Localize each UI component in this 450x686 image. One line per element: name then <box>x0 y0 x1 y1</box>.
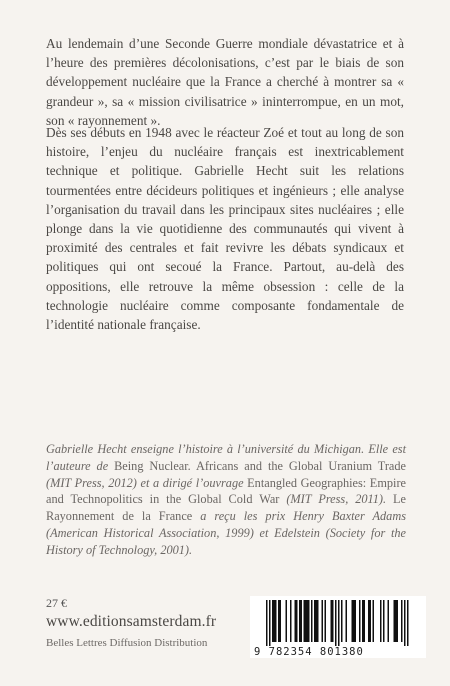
barcode-bar <box>311 600 313 642</box>
barcode-bar <box>278 600 280 642</box>
bio-book-title-3: Le Rayonnement de la France <box>46 492 406 524</box>
barcode-bar <box>335 600 337 646</box>
barcode-bar <box>355 600 357 642</box>
barcode-bar <box>407 600 409 646</box>
barcode-bar <box>280 600 282 642</box>
barcode-bar <box>395 600 397 642</box>
barcode-bar <box>380 600 382 642</box>
isbn-barcode <box>250 596 426 658</box>
barcode-bar <box>301 600 303 642</box>
barcode-bar <box>338 600 340 646</box>
barcode-bar <box>317 600 319 642</box>
barcode-bar <box>272 600 274 642</box>
barcode-bar <box>353 600 355 642</box>
distribution-credit: Belles Lettres Diffusion Distribution <box>46 637 208 649</box>
barcode-bar <box>316 600 318 642</box>
summary-paragraph-2: Dès ses débuts en 1948 avec le réacteur Zoé et tout au long de son histoire, l’enjeu du nucléaire français est inextricablement technique et politique. Gabrielle Hecht suit les relations tourmentées entre décideurs politiques et ingénieurs ; elle analyse l’organisation du travail dans les principaux sites nucléaires ; elle plonge dans la vie quotidienne des communautés qui vivent à proximité des centrales et fait revivre les débats syndicaux et politiques qui ont secoué la France. Partout, au-delà des oppositions, elle retrouve la même obsession : celle de la technologie nucléaire comme composante fondamentale de l’identité nationale française. <box>46 125 404 333</box>
bio-text-2: (MIT Press, 2012) et a dirigé l’ouvrage <box>46 475 248 490</box>
barcode-bar <box>269 600 271 646</box>
barcode-bar <box>290 600 292 642</box>
barcode-bar <box>401 600 403 642</box>
barcode-bar <box>373 600 375 642</box>
barcode-bar <box>305 600 307 642</box>
barcode-bar <box>346 600 348 642</box>
barcode-bars <box>250 596 426 646</box>
barcode-bar <box>383 600 385 642</box>
barcode-bar <box>332 600 334 642</box>
barcode-bar <box>307 600 309 642</box>
barcode-bar <box>304 600 306 642</box>
barcode-bar <box>388 600 390 642</box>
barcode-bar <box>286 600 288 642</box>
author-bio <box>46 441 406 559</box>
barcode-bar <box>266 600 268 646</box>
barcode-bar <box>370 600 372 642</box>
barcode-bar <box>325 600 327 642</box>
barcode-bar <box>314 600 316 642</box>
price: 27 € <box>46 596 67 610</box>
barcode-bar <box>308 600 310 642</box>
barcode-bar <box>352 600 354 642</box>
publisher-website: www.editionsamsterdam.fr <box>46 613 217 630</box>
bio-book-title-1: Being Nuclear. Africans and the Global Uranium Trade <box>114 458 406 473</box>
barcode-bar <box>322 600 324 642</box>
summary-paragraph-1: Au lendemain d’une Seconde Guerre mondiale dévastatrice et à l’heure des premières décolonisations, c’est par le biais de son développement nucléaire que la France a cherché à montrer sa « grandeur », sa « mission civilisatrice » ininterrompue, en un mot, son « rayonnement ». <box>46 36 404 128</box>
barcode-bar <box>275 600 277 642</box>
barcode-bar <box>404 600 406 646</box>
barcode-bar <box>397 600 399 642</box>
barcode-bar <box>368 600 370 642</box>
barcode-bar <box>362 600 364 642</box>
barcode-bar <box>331 600 333 642</box>
barcode-bar <box>359 600 361 642</box>
barcode-bar <box>296 600 298 642</box>
bio-text-3: (MIT Press, 2011). <box>279 492 394 507</box>
barcode-bar <box>299 600 301 642</box>
bio-book-title-2: Entangled Geographies: Empire and Technopolitics in the Global Cold War <box>46 475 407 507</box>
bio-text-1: Gabrielle Hecht enseigne l’histoire à l’université du Michigan. Elle est l’auteure de <box>46 442 406 473</box>
barcode-bar <box>295 600 297 642</box>
barcode-bar <box>364 600 366 642</box>
bio-text-4: a reçu les prix Henry Baxter Adams (American Historical Association, 1999) et Edelstein (Society for the History of Technology, 2001). <box>46 509 406 557</box>
barcode-bar <box>274 600 276 642</box>
barcode-bar <box>341 600 343 642</box>
barcode-digits: 9 782354 801380 <box>254 646 364 658</box>
barcode-bar <box>394 600 396 642</box>
